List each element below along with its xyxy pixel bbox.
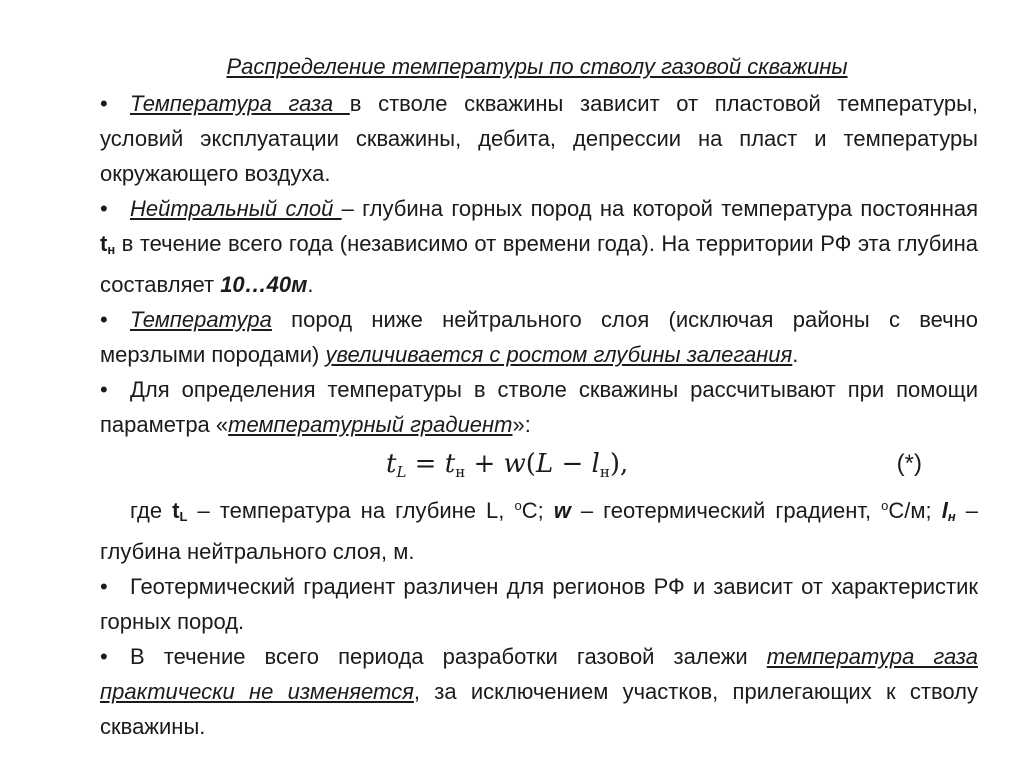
- neutral-depth-value: 10…40м: [220, 272, 308, 297]
- temperature-formula: $t_L = t_н + w(L - l_н)$,: [386, 449, 629, 481]
- bullet-neutral-layer: • Нейтральный слой – глубина горных пород на которой температура постоянная $t_н$ в течение всего года (независимо от времени года). На территории РФ эта глубина составляет 10…40м.: [100, 191, 978, 302]
- bullet-rock-temperature: • Температура пород ниже нейтрального слоя (исключая районы с вечно мерзлыми породами) увеличивается с ростом глубины залегания.: [100, 302, 978, 372]
- emph-temperature-unchanged: температура газа практически не изменяется: [100, 644, 978, 704]
- term-neutral-layer: Нейтральный слой: [130, 196, 342, 221]
- term-gas-temperature: Температура газа: [130, 91, 350, 116]
- term-temperature-gradient: температурный градиент: [228, 412, 513, 437]
- slide-title: Распределение температуры по стволу газовой скважины: [226, 54, 848, 79]
- equation-number: (*): [896, 450, 922, 477]
- term-temperature: Температура: [130, 307, 272, 332]
- symbol-t-n: $t_н$: [100, 231, 116, 257]
- bullet-temperature-gradient: • Для определения температуры в стволе скважины рассчитывают при помощи параметра «температурный градиент»:: [100, 372, 978, 442]
- formula-row: [100, 444, 978, 484]
- bullet-development-period: • В течение всего периода разработки газовой залежи температура газа практически не изменяется, за исключением участков, прилегающих к стволу скважины.: [100, 639, 978, 744]
- emph-increases-with-depth: увеличивается с ростом глубины залегания: [325, 342, 793, 367]
- formula-legend: где $t_L$ – температура на глубине L, $^o$С; w – геотермический градиент, $^o$С/м; $l_н$ – глубина нейтрального слоя, м.: [100, 498, 978, 564]
- bullet-geothermal-gradient: • Геотермический градиент различен для регионов РФ и зависит от характеристик горных пород.: [100, 569, 978, 639]
- bullet-gas-temperature: • Температура газа в стволе скважины зависит от пластовой температуры, условий эксплуатации скважины, дебита, депрессии на пласт и температуры окружающего воздуха.: [100, 86, 978, 191]
